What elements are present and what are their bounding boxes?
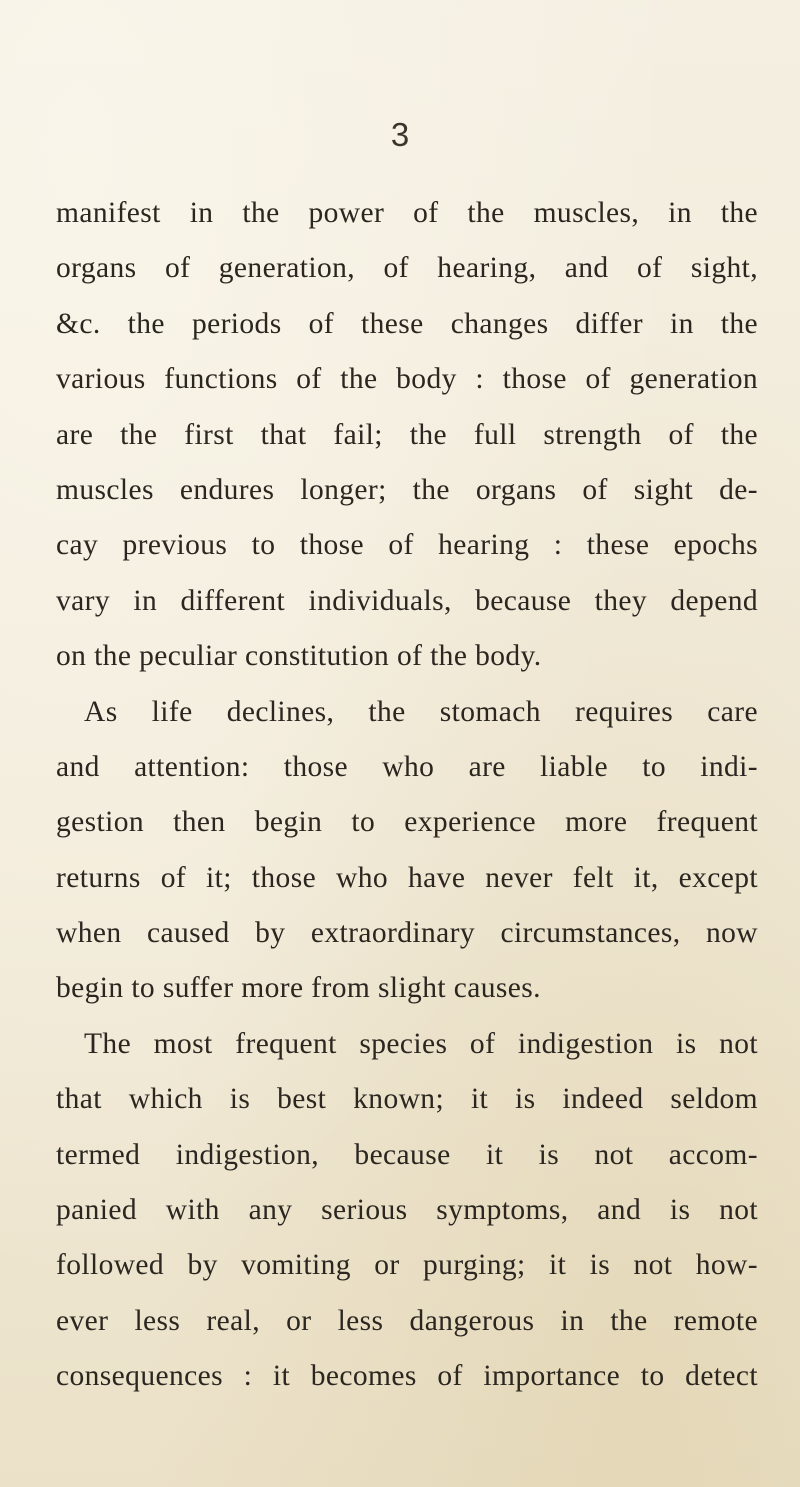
text-line: consequences : it becomes of importance to detect <box>56 1360 758 1393</box>
text-line: and attention: those who are liable to indi- <box>56 750 758 783</box>
text-line: gestion then begin to experience more frequent <box>56 806 758 839</box>
text-line: manifest in the power of the muscles, in the <box>56 197 758 229</box>
text-line: are the first that fail; the full strength of the <box>56 418 758 451</box>
text-line: various functions of the body : those of generation <box>56 363 758 396</box>
text-line: ever less real, or less dangerous in the remote <box>56 1304 758 1337</box>
text-line: cay previous to those of hearing : these epochs <box>56 529 758 562</box>
text-line: organs of generation, of hearing, and of sight, <box>56 252 758 285</box>
text-line: termed indigestion, because it is not accom- <box>56 1138 758 1171</box>
paragraph-first-line: As life declines, the stomach requires care <box>84 695 758 728</box>
text-line: that which is best known; it is indeed seldom <box>56 1083 758 1116</box>
text-line: &c. the periods of these changes differ in the <box>56 307 758 340</box>
text-line: vary in different individuals, because they depend <box>56 584 758 617</box>
body-text <box>56 186 758 1405</box>
page-number: 3 <box>390 116 410 153</box>
text-line: muscles endures longer; the organs of sight de- <box>56 473 758 506</box>
paragraph-first-line: The most frequent species of indigestion is not <box>84 1027 758 1060</box>
text-line: returns of it; those who have never felt it, except <box>56 861 758 894</box>
text-line: panied with any serious symptoms, and is not <box>56 1194 758 1227</box>
text-line: on the peculiar constitution of the body. <box>56 640 542 673</box>
text-line: begin to suffer more from slight causes. <box>56 972 541 1005</box>
text-line: followed by vomiting or purging; it is not how- <box>56 1249 758 1282</box>
text-line: when caused by extraordinary circumstances, now <box>56 917 758 950</box>
